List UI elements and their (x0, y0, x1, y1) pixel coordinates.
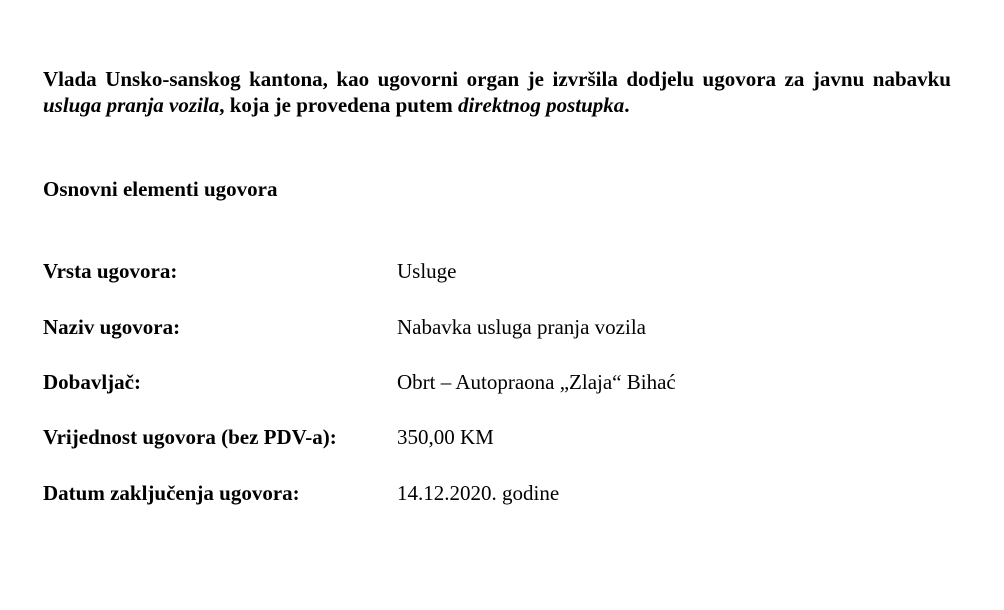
intro-procedure-italic: direktnog postupka (458, 93, 625, 117)
intro-text-part2: , koja je provedena putem (219, 93, 458, 117)
intro-service-italic: usluga pranja vozila (43, 93, 220, 117)
field-value: Obrt – Autopraona „Zlaja“ Bihać (397, 370, 676, 394)
field-label: Vrsta ugovora: (43, 259, 178, 283)
field-label: Datum zaključenja ugovora: (43, 481, 300, 505)
document-page (43, 0, 953, 610)
field-value: Nabavka usluga pranja vozila (397, 315, 646, 339)
field-label: Vrijednost ugovora (bez PDV-a): (43, 425, 337, 449)
intro-text-part1: Vlada Unsko-sanskog kantona, kao ugovorni organ je izvršila dodjelu ugovora za javnu nabavku (43, 67, 951, 91)
field-label: Naziv ugovora: (43, 315, 181, 339)
intro-paragraph (43, 66, 951, 118)
field-value: 350,00 KM (397, 425, 494, 449)
field-row-contract-date (43, 480, 951, 506)
section-title: Osnovni elementi ugovora (43, 177, 278, 201)
field-row-contract-type (43, 258, 951, 284)
field-label: Dobavljač: (43, 370, 141, 394)
field-row-contract-value (43, 424, 951, 450)
field-row-supplier (43, 369, 951, 395)
intro-text-part3: . (624, 93, 630, 117)
field-row-contract-name (43, 314, 951, 340)
field-value: Usluge (397, 259, 457, 283)
field-value: 14.12.2020. godine (397, 481, 560, 505)
